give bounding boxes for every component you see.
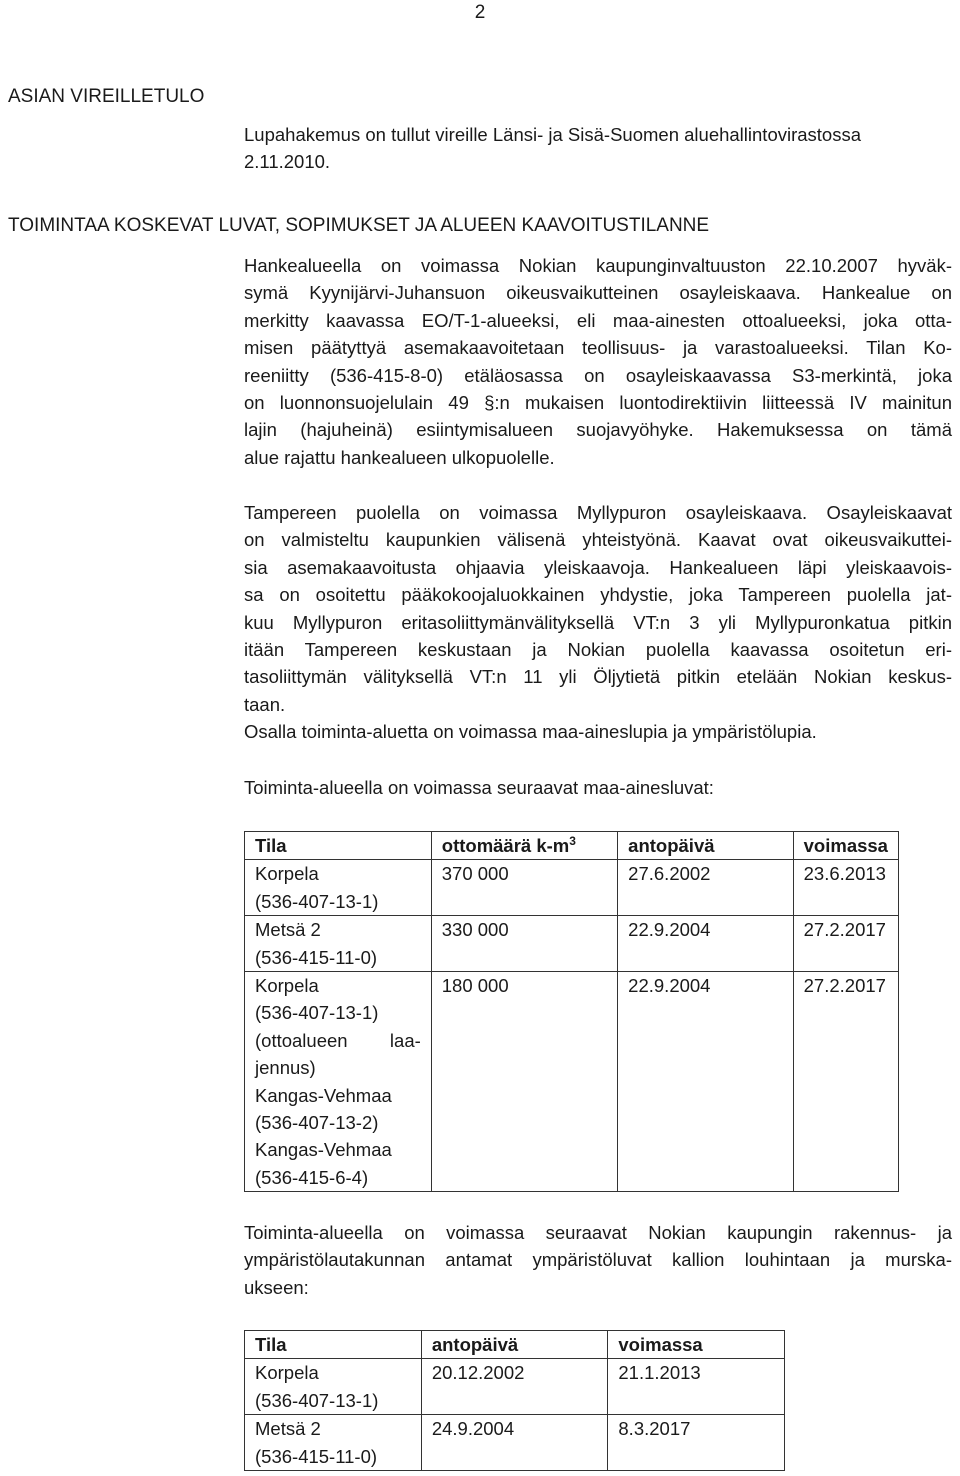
cell-tila: Korpela (536-407-13-1) (ottoalueen laa- jennus) Kangas-Vehmaa (536-407-13-2) Kangas-Vehmaa (536-415-6-4) bbox=[245, 971, 432, 1191]
text-line: lajin (hajuheinä) esiintymisalueen suojavyöhyke. Hakemuksessa on tämä bbox=[244, 419, 952, 441]
text-line: Tampereen puolella on voimassa Myllypuron osayleiskaava. Osayleiskaavat bbox=[244, 502, 952, 523]
text-line: Hankealueella on voimassa Nokian kaupunginvaltuuston 22.10.2007 hyväk- bbox=[244, 255, 952, 276]
cell-valid: 27.2.2017 bbox=[793, 916, 898, 972]
cell-date: 22.9.2004 bbox=[618, 916, 793, 972]
text-line: on luonnonsuojelulain 49 §:n mukaisen luontodirektiivin liitteessä IV mainitun bbox=[244, 391, 952, 413]
cell-date: 27.6.2002 bbox=[618, 860, 793, 916]
page-number: 2 bbox=[474, 2, 486, 23]
text-line: Toiminta-alueella on voimassa seuraavat maa-ainesluvat: bbox=[244, 777, 714, 798]
column-header-valid: voimassa bbox=[793, 832, 898, 860]
column-header-date: antopäivä bbox=[421, 1331, 608, 1359]
text-line: Lupahakemus on tullut vireille Länsi- ja Sisä-Suomen aluehallintovirastossa bbox=[244, 124, 862, 145]
text-line: sia asemakaavoitusta ohjaavia yleiskaavoja. Hankealueen läpi yleiskaavois- bbox=[244, 556, 952, 578]
column-header-tila: Tila bbox=[245, 832, 432, 860]
table-row bbox=[245, 860, 899, 916]
table-header-row bbox=[245, 1331, 785, 1359]
cell-tila: Metsä 2 (536-415-11-0) bbox=[245, 1415, 422, 1471]
text-line: on valmisteltu kaupunkien välisenä yhteistyönä. Kaavat ovat oikeusvaikuttei- bbox=[244, 529, 952, 551]
column-header-date: antopäivä bbox=[618, 832, 793, 860]
table-row bbox=[245, 1359, 785, 1415]
text-line: alue rajattu hankealueen ulkopuolelle. bbox=[244, 446, 555, 468]
column-header-tila: Tila bbox=[245, 1331, 422, 1359]
cell-date: 20.12.2002 bbox=[421, 1359, 608, 1415]
cell-tila: Korpela (536-407-13-1) bbox=[245, 860, 432, 916]
text-line: tasoliittymän välityksellä VT:n 11 yli Öljytietä pitkin etelään Nokian keskus- bbox=[244, 666, 952, 688]
cell-date: 24.9.2004 bbox=[421, 1415, 608, 1471]
permits-intro bbox=[244, 774, 952, 801]
text-line: 2.11.2010. bbox=[244, 151, 331, 173]
table-row bbox=[245, 1415, 785, 1471]
extraction-permits-table bbox=[244, 831, 899, 1192]
text-line: ukseen: bbox=[244, 1276, 309, 1298]
cell-tila: Metsä 2 (536-415-11-0) bbox=[245, 916, 432, 972]
text-line: merkitty kaavassa EO/T-1-alueeksi, eli maa-ainesten ottoalueeksi, joka otta- bbox=[244, 309, 952, 331]
text-line: Osalla toiminta-aluetta on voimassa maa-aineslupia ja ympäristölupia. bbox=[244, 721, 817, 743]
cell-amount: 180 000 bbox=[431, 971, 617, 1191]
zoning-paragraph-tampere bbox=[244, 499, 952, 746]
text-line: Toiminta-alueella on voimassa seuraavat Nokian kaupungin rakennus- ja bbox=[244, 1222, 952, 1243]
cell-tila: Korpela (536-407-13-1) bbox=[245, 1359, 422, 1415]
heading-permits-and-zoning: TOIMINTAA KOSKEVAT LUVAT, SOPIMUKSET JA ALUEEN KAAVOITUSTILANNE bbox=[8, 215, 710, 236]
text-line: taan. bbox=[244, 693, 286, 715]
zoning-paragraph-nokia bbox=[244, 252, 952, 471]
cell-valid: 8.3.2017 bbox=[608, 1415, 785, 1471]
table-row bbox=[245, 971, 899, 1191]
environmental-permits-intro bbox=[244, 1219, 952, 1301]
superscript: 3 bbox=[569, 833, 576, 848]
text-line: kuu Myllypuron eritasoliittymänvälityksellä VT:n 3 yli Myllypuronkatua pitkin bbox=[244, 611, 952, 633]
table-row bbox=[245, 916, 899, 972]
cell-valid: 23.6.2013 bbox=[793, 860, 898, 916]
text-line: ympäristölautakunnan antamat ympäristöluvat kallion louhintaan ja murska- bbox=[244, 1249, 952, 1271]
column-header-amount: ottomäärä $k-m^3$ bbox=[431, 832, 617, 860]
cell-amount: 330 000 bbox=[431, 916, 617, 972]
text-line: itään Tampereen keskustaan ja Nokian puolella kaavassa osoitetun eri- bbox=[244, 638, 952, 660]
environmental-permits-table bbox=[244, 1330, 785, 1471]
text-line: sa on osoitettu pääkokoojaluokkainen yhdystie, joka Tampereen puolella jat- bbox=[244, 584, 952, 606]
text-line: symä Kyynijärvi-Juhansuon oikeusvaikutteinen osayleiskaava. Hankealue on bbox=[244, 282, 952, 304]
text-line: misen päätyttyä asemakaavoitetaan teollisuus- ja varastoalueeksi. Tilan Ko- bbox=[244, 337, 952, 359]
text-line: reeniitty (536-415-8-0) etäläosassa on osayleiskaavassa S3-merkintä, joka bbox=[244, 364, 952, 386]
table-header-row bbox=[245, 832, 899, 860]
cell-valid: 21.1.2013 bbox=[608, 1359, 785, 1415]
filing-paragraph bbox=[244, 121, 952, 176]
cell-valid: 27.2.2017 bbox=[793, 971, 898, 1191]
heading-asian-vireilletulo: ASIAN VIREILLETULO bbox=[8, 86, 205, 107]
column-header-valid: voimassa bbox=[608, 1331, 785, 1359]
cell-amount: 370 000 bbox=[431, 860, 617, 916]
cell-date: 22.9.2004 bbox=[618, 971, 793, 1191]
